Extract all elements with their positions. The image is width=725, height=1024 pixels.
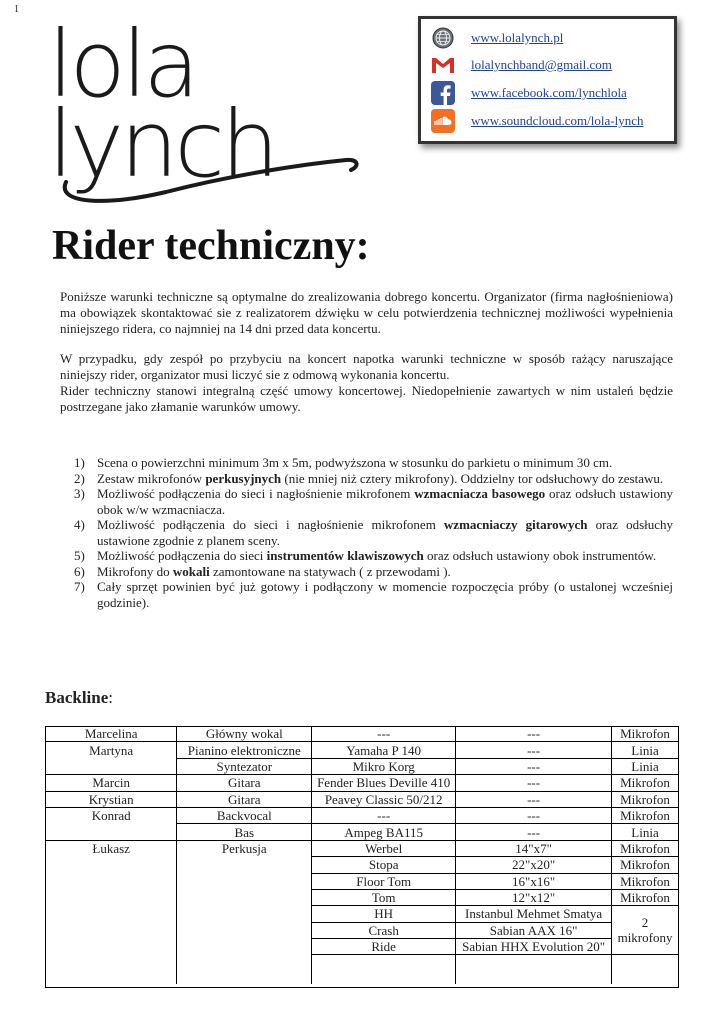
table-cell: Mikrofon	[612, 807, 679, 823]
table-cell	[46, 873, 177, 889]
table-cell	[177, 873, 312, 889]
table-cell	[177, 922, 312, 938]
table-cell: Linia	[612, 824, 679, 840]
condition-item: 7) Cały sprzęt powinien być już gotowy i podłączony w momencie rozpoczęcia próby (o ustalonej wcześniej godzinie).	[74, 579, 673, 610]
contact-link-website[interactable]: www.lolalynch.pl	[471, 30, 564, 45]
table-cell: Stopa	[312, 857, 456, 873]
table-row	[46, 889, 679, 905]
condition-item: 3) Możliwość podłączenia do sieci i nagłośnienie mikrofonem wzmacniacza basowego oraz odsłuch ustawiony obok w/w wzmacniacza.	[74, 486, 673, 517]
table-cell	[46, 939, 177, 955]
contact-link-facebook[interactable]: www.facebook.com/lynchlola	[471, 85, 627, 100]
contact-row-email[interactable]	[431, 52, 612, 78]
table-cell: Backvocal	[177, 807, 312, 823]
table-cell	[177, 857, 312, 873]
table-cell: Główny wokal	[177, 726, 312, 742]
table-cell: Martyna	[46, 742, 177, 758]
condition-item: 6) Mikrofony do wokali zamontowane na statywach ( z przewodami ).	[74, 563, 451, 579]
table-cell: ---	[456, 775, 612, 791]
table-cell: ---	[456, 758, 612, 774]
table-cell: Ampeg BA115	[312, 824, 456, 840]
contact-box	[418, 16, 677, 144]
table-cell	[46, 758, 177, 774]
contact-row-facebook[interactable]	[431, 80, 627, 106]
table-cell: 12"x12"	[456, 889, 612, 905]
table-cell: Konrad	[46, 807, 177, 823]
lola-lynch-logo	[46, 14, 366, 204]
table-cell-empty	[46, 955, 177, 985]
page-number: 1	[14, 4, 19, 15]
table-cell: HH	[312, 906, 456, 922]
table-cell: Mikrofon	[612, 791, 679, 807]
table-cell: ---	[312, 807, 456, 823]
facebook-icon	[431, 81, 455, 105]
table-cell: Ride	[312, 939, 456, 955]
table-cell: Mikrofon	[612, 840, 679, 856]
cymbals-mic-cell	[612, 906, 679, 955]
table-cell	[46, 889, 177, 905]
table-cell: Pianino elektroniczne	[177, 742, 312, 758]
logo-line1: lola	[48, 14, 196, 118]
table-cell: Sabian AAX 16"	[456, 922, 612, 938]
table-cell: Instanbul Mehmet Smatya	[456, 906, 612, 922]
table-cell: Mikrofon	[612, 873, 679, 889]
table-cell: ---	[456, 791, 612, 807]
conditions-list	[60, 455, 673, 610]
table-cell-empty	[456, 955, 612, 985]
table-cell: 22"x20"	[456, 857, 612, 873]
table-row	[46, 775, 679, 791]
table-cell: Marcelina	[46, 726, 177, 742]
table-row	[46, 906, 679, 922]
cymbals-mic-count: 2	[641, 915, 649, 931]
intro-paragraph-1: Poniższe warunki techniczne są optymalne do zrealizowania dobrego koncertu. Organizator (firma nagłośnieniowa) ma obowiązek skontaktować sie z realizatorem dźwięku w celu potwierdzenia technicznej możliwości wypełnienia niniejszego ridera, co najmniej na 14 dni przed data koncertu.	[60, 289, 673, 336]
table-cell: Syntezator	[177, 758, 312, 774]
page-title: Rider techniczny:	[52, 223, 370, 269]
table-cell: Tom	[312, 889, 456, 905]
table-cell: Yamaha P 140	[312, 742, 456, 758]
logo-line2: lynch	[48, 91, 276, 198]
table-cell	[46, 857, 177, 873]
table-cell-empty	[177, 955, 312, 985]
table-cell: Mikrofon	[612, 775, 679, 791]
table-row	[46, 873, 679, 889]
table-cell: ---	[312, 726, 456, 742]
table-row	[46, 939, 679, 955]
intro-paragraph-2: W przypadku, gdy zespół po przybyciu na koncert napotka warunki techniczne w sposób rażący naruszające niniejszy rider, organizator musi liczyć sie z odmową wykonania koncertu.	[60, 351, 673, 382]
contact-row-website[interactable]	[431, 25, 563, 51]
backline-table	[45, 726, 679, 984]
table-row	[46, 742, 679, 758]
table-row	[46, 922, 679, 938]
table-cell-empty	[612, 955, 679, 985]
soundcloud-icon	[431, 109, 455, 133]
table-cell: ---	[456, 824, 612, 840]
contact-link-email[interactable]: lolalynchband@gmail.com	[471, 57, 612, 72]
table-cell: Peavey Classic 50/212	[312, 791, 456, 807]
intro-paragraph-3: Rider techniczny stanowi integralną część umowy koncertowej. Niedopełnienie zawartych w nim ustaleń będzie postrzegane jako złamanie warunków umowy.	[60, 383, 673, 414]
table-row-empty	[46, 955, 679, 985]
globe-icon	[431, 26, 455, 50]
table-cell: Floor Tom	[312, 873, 456, 889]
table-row	[46, 807, 679, 823]
table-cell: 16"x16"	[456, 873, 612, 889]
gmail-icon	[431, 53, 455, 77]
table-cell: ---	[456, 807, 612, 823]
table-cell: Mikro Korg	[312, 758, 456, 774]
table-cell: Mikrofon	[612, 857, 679, 873]
table-cell: Gitara	[177, 791, 312, 807]
contact-row-soundcloud[interactable]	[431, 108, 643, 134]
table-row	[46, 758, 679, 774]
table-cell	[177, 906, 312, 922]
table-cell-empty	[312, 955, 456, 985]
table-cell: 14"x7"	[456, 840, 612, 856]
table-cell	[177, 939, 312, 955]
table-row	[46, 791, 679, 807]
table-cell: ---	[456, 726, 612, 742]
contact-link-soundcloud[interactable]: www.soundcloud.com/lola-lynch	[471, 113, 644, 128]
table-cell: Bas	[177, 824, 312, 840]
backline-heading: Backline:	[45, 688, 114, 707]
table-cell: Linia	[612, 758, 679, 774]
table-cell: Crash	[312, 922, 456, 938]
table-cell	[46, 922, 177, 938]
condition-item: 4) Możliwość podłączenia do sieci i nagłośnienie mikrofonem wzmacniaczy gitarowych oraz odsłuchy ustawione zgodnie z planem sceny.	[74, 517, 674, 548]
table-cell: Łukasz	[46, 840, 177, 856]
table-cell: Krystian	[46, 791, 177, 807]
condition-item: 2) Zestaw mikrofonów perkusyjnych (nie mniej niż cztery mikrofony). Oddzielny tor odsłuchowy do zestawu.	[74, 470, 664, 486]
table-cell: Mikrofon	[612, 726, 679, 742]
table-cell: Marcin	[46, 775, 177, 791]
table-cell: Gitara	[177, 775, 312, 791]
table-cell: Linia	[612, 742, 679, 758]
table-cell: Sabian HHX Evolution 20"	[456, 939, 612, 955]
table-row	[46, 857, 679, 873]
table-cell	[177, 889, 312, 905]
condition-item: 5) Możliwość podłączenia do sieci instrumentów klawiszowych oraz odsłuch ustawiony obok instrumentów.	[74, 548, 657, 563]
table-cell: Perkusja	[177, 840, 312, 856]
condition-item: 1) Scena o powierzchni minimum 3m x 5m, podwyższona w stosunku do parkietu o minimum 30 cm.	[74, 455, 613, 470]
table-cell: Fender Blues Deville 410	[312, 775, 456, 791]
table-cell: ---	[456, 742, 612, 758]
table-row	[46, 840, 679, 856]
table-cell: Werbel	[312, 840, 456, 856]
cymbals-mic-label: mikrofony	[617, 930, 673, 946]
table-cell	[46, 906, 177, 922]
table-cell	[46, 824, 177, 840]
table-cell: Mikrofon	[612, 889, 679, 905]
table-row	[46, 726, 679, 742]
table-row	[46, 824, 679, 840]
